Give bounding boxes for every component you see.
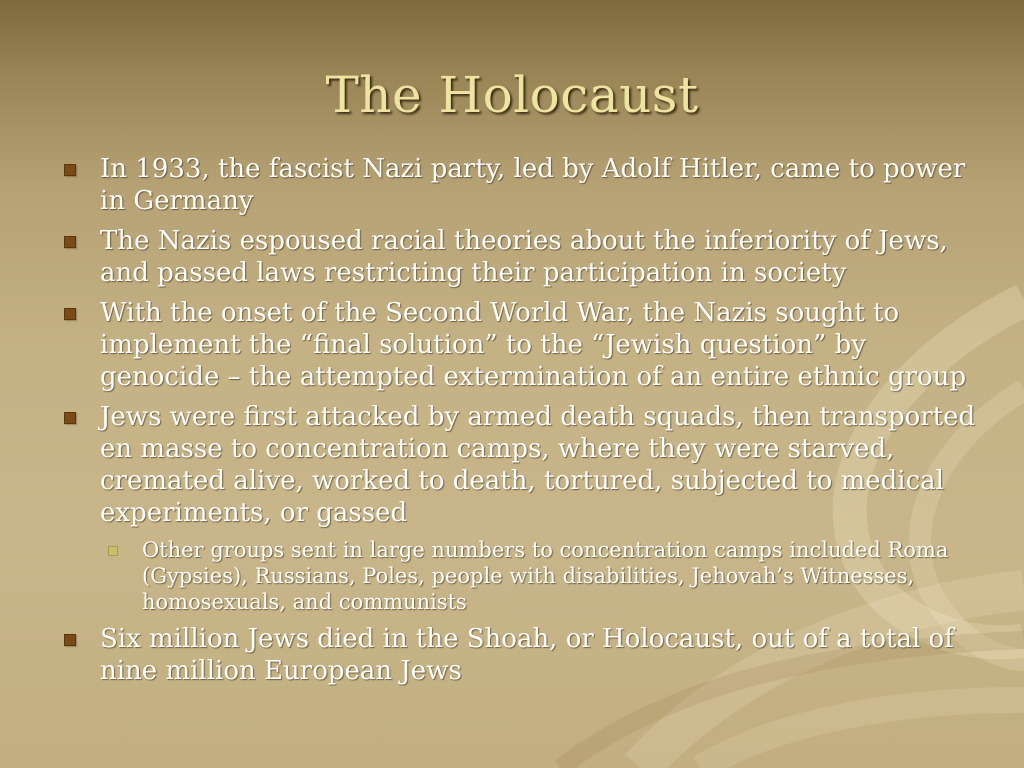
- bullet-item: [58, 297, 978, 393]
- slide-title: The Holocaust: [325, 66, 699, 124]
- square-bullet-icon: [64, 634, 76, 646]
- square-bullet-icon: [64, 164, 76, 176]
- bullet-item: [58, 623, 978, 687]
- sub-bullet-item: [100, 537, 978, 615]
- bullet-item: [58, 225, 978, 289]
- bullet-text: Six million Jews died in the Shoah, or Holocaust, out of a total of nine million European Jews: [100, 624, 954, 686]
- bullet-text: Jews were first attacked by armed death squads, then transported en masse to concentration camps, where they were starved, cremated alive, worked to death, tortured, subjected to medical experiments, or gassed: [100, 402, 976, 528]
- square-bullet-icon: [64, 236, 76, 248]
- bullet-list: [58, 153, 978, 695]
- bullet-item: [58, 401, 978, 529]
- bullet-text: With the onset of the Second World War, the Nazis sought to implement the “final solution” to the “Jewish question” by genocide – the attempted extermination of an entire ethnic group: [100, 298, 967, 392]
- bullet-text: In 1933, the fascist Nazi party, led by Adolf Hitler, came to power in Germany: [100, 154, 966, 216]
- bullet-item: [58, 153, 978, 217]
- square-sub-bullet-icon: [108, 546, 118, 556]
- square-bullet-icon: [64, 308, 76, 320]
- square-bullet-icon: [64, 412, 76, 424]
- sub-bullet-text: Other groups sent in large numbers to concentration camps included Roma (Gypsies), Russians, Poles, people with disabilities, Jehovah’s Witnesses, homosexuals, and communists: [142, 538, 949, 614]
- bullet-text: The Nazis espoused racial theories about the inferiority of Jews, and passed laws restricting their participation in society: [100, 226, 948, 288]
